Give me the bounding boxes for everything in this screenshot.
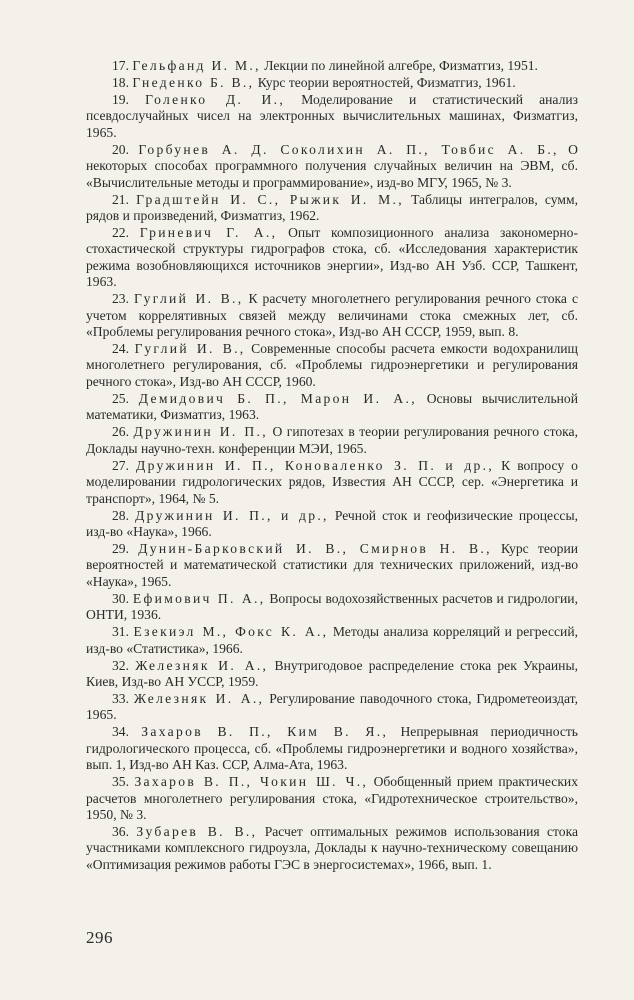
reference-text: Регулирование паводочного стока, Гидрометеоиздат, 1965. xyxy=(86,690,578,723)
reference-text: К вопросу о моделировании гидрологических рядов, Известия АН СССР, сер. «Энергетика и транспорт», 1964, № 5. xyxy=(86,457,578,506)
reference-item: 33. Железняк И. А., Регулирование паводочного стока, Гидрометеоиздат, 1965. xyxy=(86,690,578,723)
reference-item: 27. Дружинин И. П., Коноваленко З. П. и др., К вопросу о моделировании гидрологических рядов, Известия АН СССР, сер. «Энергетика и транспорт», 1964, № 5. xyxy=(86,457,578,506)
reference-text: Основы вычислительной математики, Физматгиз, 1963. xyxy=(86,390,578,423)
reference-item: 19. Голенко Д. И., Моделирование и статистический анализ псевдослучайных чисел на электронных вычислительных машинах, Физматгиз, 1965. xyxy=(86,92,579,140)
reference-authors: Гуглий И. В., xyxy=(134,291,244,307)
reference-text: Обобщенный прием практических расчетов многолетнего регулирования стока, «Гидротехническое строительство», 1950, № 3. xyxy=(86,774,578,822)
reference-item: 28. Дружинин И. П., и др., Речной сток и геофизические процессы, изд-во «Наука», 1966. xyxy=(86,507,578,539)
reference-item: 26. Дружинин И. П., О гипотезах в теории регулирования речного стока, Доклады научно-техн. конференции МЭИ, 1965. xyxy=(86,424,578,456)
reference-authors: Дунин-Барковский И. В., Смирнов Н. В., xyxy=(138,540,492,556)
reference-authors: Зубарев В. В., xyxy=(136,823,258,839)
reference-authors: Гнеденко Б. В., xyxy=(132,75,255,90)
reference-text: Вопросы водохозяйственных расчетов и гидрологии, ОНТИ, 1936. xyxy=(86,590,578,623)
reference-text: Лекции по линейной алгебре, Физматгиз, 1951. xyxy=(264,58,538,73)
reference-text: Курс теории вероятностей, Физматгиз, 1961. xyxy=(257,75,516,90)
reference-authors: Градштейн И. С., Рыжик И. М., xyxy=(136,191,404,207)
page-number: 296 xyxy=(86,928,113,947)
reference-text: Опыт композиционного анализа закономерно-стохастической структуры гидрографов стока, сб. «Исследования характеристик режима возобновляющихся источников энергии», Изд-во АН Узб. ССР, Ташкент, 1963. xyxy=(86,225,578,290)
reference-item: 35. Захаров В. П., Чокин Ш. Ч., Обобщенный прием практических расчетов многолетнего регулирования стока, «Гидротехническое строительство», 1950, № 3. xyxy=(86,774,578,822)
reference-authors: Демидович Б. П., Марон И. А., xyxy=(138,390,417,406)
reference-item: 24. Гуглий И. В., Современные способы расчета емкости водохранилищ многолетнего регулирования, сб. «Проблемы гидроэнергетики и регулирования речного стока», Изд-во АН СССР, 1960. xyxy=(86,341,578,389)
reference-authors: Железняк И. А., xyxy=(133,690,265,706)
reference-authors: Ефимович П. А., xyxy=(132,590,266,606)
reference-authors: Гуглий И. В., xyxy=(134,341,246,357)
reference-authors: Захаров В. П., Ким В. Я., xyxy=(141,724,389,740)
reference-item: 29. Дунин-Барковский И. В., Смирнов Н. В., Курс теории вероятностей и математической статистики для технических приложений, изд-во «Наука», 1965. xyxy=(86,540,579,589)
reference-authors: Дружинин И. П., Коноваленко З. П. и др., xyxy=(136,457,495,473)
reference-authors: Гельфанд И. М., xyxy=(132,58,261,73)
reference-authors: Дружинин И. П., xyxy=(133,424,268,440)
reference-item: 25. Демидович Б. П., Марон И. А., Основы вычислительной математики, Физматгиз, 1963. xyxy=(86,390,578,423)
reference-text: Расчет оптимальных режимов использования стока участниками комплексного гидроузла, Доклады к научно-техническому совещанию «Оптимизация режимов работы ГЭС в энергосистемах», 1966, вып. 1. xyxy=(86,823,579,872)
reference-text: Внутригодовое распределение стока рек Украины, Киев, Изд-во АН УССР, 1959. xyxy=(86,657,578,689)
reference-text: Методы анализа корреляций и регрессий, изд-во «Статистика», 1966. xyxy=(86,624,578,656)
reference-item: 21. Градштейн И. С., Рыжик И. М., Таблицы интегралов, сумм, рядов и произведений, Физматгиз, 1962. xyxy=(86,191,578,224)
reference-item: 31. Езекиэл М., Фокс К. А., Методы анализа корреляций и регрессий, изд-во «Статистика», 1966. xyxy=(86,624,578,656)
reference-text: Моделирование и статистический анализ псевдослучайных чисел на электронных вычислительных машинах, Физматгиз, 1965. xyxy=(86,92,579,140)
reference-authors: Езекиэл М., Фокс К. А., xyxy=(133,624,329,640)
reference-list xyxy=(86,58,578,874)
reference-text: Таблицы интегралов, сумм, рядов и произведений, Физматгиз, 1962. xyxy=(86,191,578,224)
reference-authors: Железняк И. А., xyxy=(135,657,269,673)
reference-authors: Дружинин И. П., и др., xyxy=(135,507,329,523)
reference-authors: Гриневич Г. А., xyxy=(139,225,278,241)
reference-item: 34. Захаров В. П., Ким В. Я., Непрерывная периодичность гидрологического процесса, сб. «Проблемы гидроэнергетики и водного хозяйства», вып. 1, Изд-во АН Каз. ССР, Алма-Ата, 1963. xyxy=(86,724,579,773)
reference-text: Современные способы расчета емкости водохранилищ многолетнего регулирования, сб. «Проблемы гидроэнергетики и регулирования речного стока», Изд-во АН СССР, 1960. xyxy=(86,341,578,389)
reference-item: 23. Гуглий И. В., К расчету многолетнего регулирования речного стока с учетом коррелятивных связей между величинами стока смежных лет, сб. «Проблемы регулирования речного стока», Изд-во АН СССР, 1959, вып. 8. xyxy=(86,291,578,340)
reference-text: О некоторых способах программного получения случайных величин на ЭВМ, сб. «Вычислительные методы и программирование», изд-во МГУ, 1965, № 3. xyxy=(86,141,578,190)
reference-item: 22. Гриневич Г. А., Опыт композиционного анализа закономерно-стохастической структуры гидрографов стока, сб. «Исследования характеристик режима возобновляющихся источников энергии», Изд-во АН Узб. ССР, Ташкент, 1963. xyxy=(86,225,578,290)
reference-item: 18. Гнеденко Б. В., Курс теории вероятностей, Физматгиз, 1961. xyxy=(112,75,516,90)
reference-authors: Захаров В. П., Чокин Ш. Ч., xyxy=(134,774,369,790)
reference-item: 20. Горбунев А. Д. Соколихин А. П., Товбис А. Б., О некоторых способах программного получения случайных величин на ЭВМ, сб. «Вычислительные методы и программирование», изд-во МГУ, 1965, № 3. xyxy=(86,141,578,190)
reference-item: 30. Ефимович П. А., Вопросы водохозяйственных расчетов и гидрологии, ОНТИ, 1936. xyxy=(86,590,578,623)
reference-item: 36. Зубарев В. В., Расчет оптимальных режимов использования стока участниками комплексного гидроузла, Доклады к научно-техническому совещанию «Оптимизация режимов работы ГЭС в энергосистемах», 1966, вып. 1. xyxy=(86,823,579,872)
reference-authors: Горбунев А. Д. Соколихин А. П., Товбис А. Б., xyxy=(138,141,559,157)
reference-text: К расчету многолетнего регулирования речного стока с учетом коррелятивных связей между величинами стока смежных лет, сб. «Проблемы регулирования речного стока», Изд-во АН СССР, 1959, вып. 8. xyxy=(86,291,578,340)
reference-text: Непрерывная периодичность гидрологического процесса, сб. «Проблемы гидроэнергетики и водного хозяйства», вып. 1, Изд-во АН Каз. ССР, Алма-Ата, 1963. xyxy=(86,724,579,773)
reference-text: Речной сток и геофизические процессы, изд-во «Наука», 1966. xyxy=(86,507,578,539)
reference-item: 32. Железняк И. А., Внутригодовое распределение стока рек Украины, Киев, Изд-во АН УССР, 1959. xyxy=(86,657,578,689)
reference-authors: Голенко Д. И., xyxy=(145,92,286,107)
reference-text: О гипотезах в теории регулирования речного стока, Доклады научно-техн. конференции МЭИ, 1965. xyxy=(86,424,578,456)
reference-item: 17. Гельфанд И. М., Лекции по линейной алгебре, Физматгиз, 1951. xyxy=(112,58,538,73)
reference-text: Курс теории вероятностей и математической статистики для технических приложений, изд-во «Наука», 1965. xyxy=(86,540,579,589)
